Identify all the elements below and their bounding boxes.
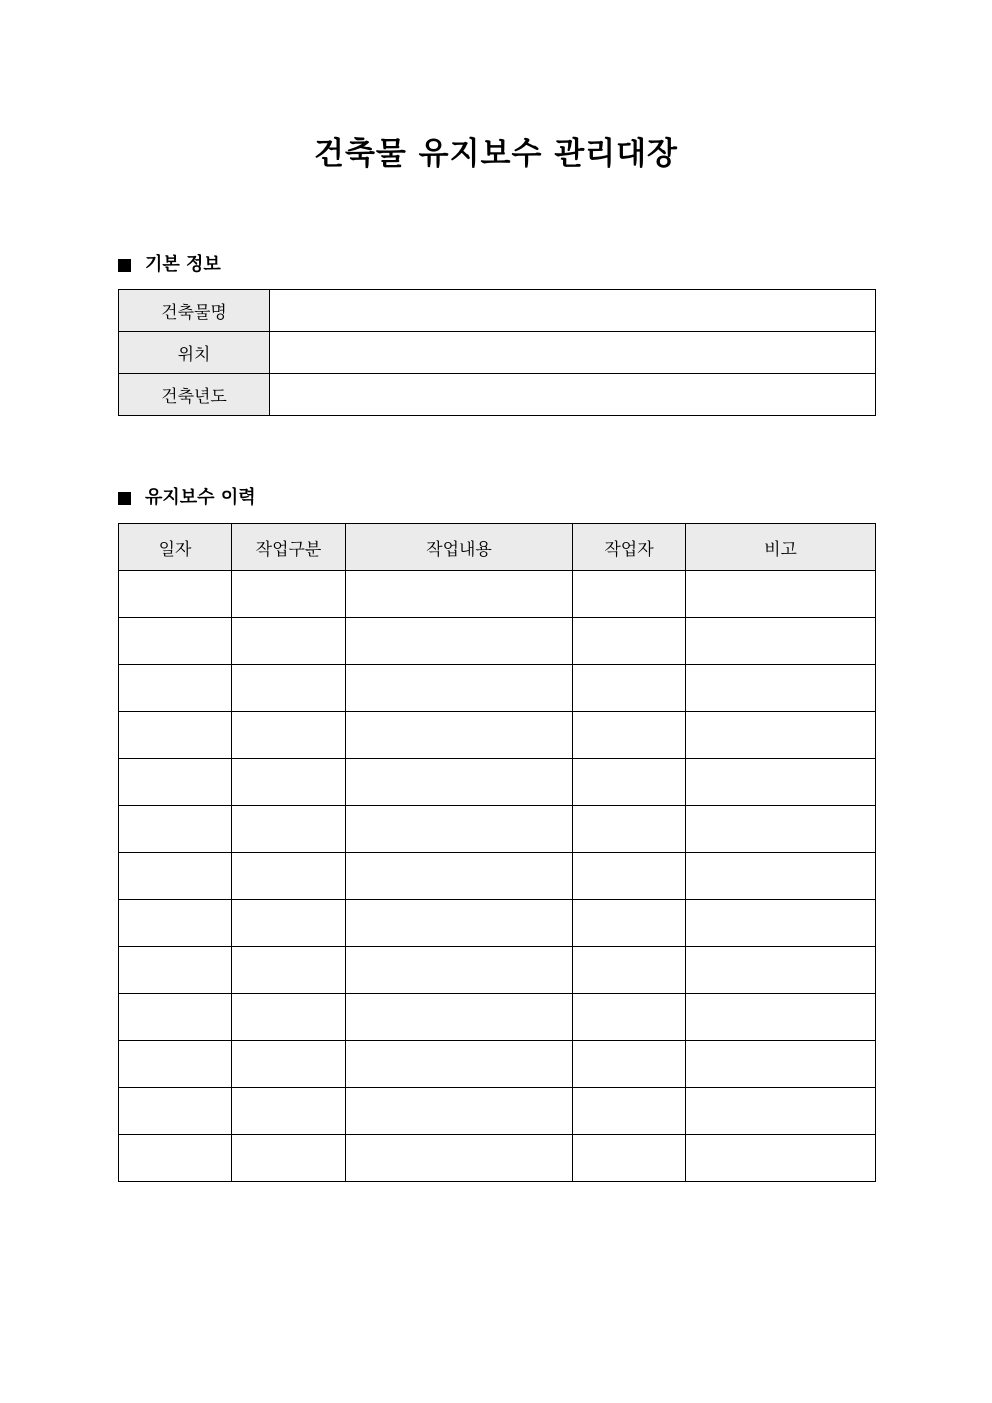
table-row [119,1135,876,1182]
table-row [119,332,876,374]
column-header-worker: 작업자 [573,524,686,571]
remarks-cell[interactable] [686,571,876,618]
work-type-cell[interactable] [232,1088,346,1135]
remarks-cell[interactable] [686,1088,876,1135]
worker-cell[interactable] [573,759,686,806]
work-details-cell[interactable] [346,1088,573,1135]
building-name-field[interactable] [270,290,876,332]
date-cell[interactable] [119,1135,232,1182]
table-header-row [119,524,876,571]
worker-cell[interactable] [573,618,686,665]
table-row [119,1041,876,1088]
date-cell[interactable] [119,947,232,994]
work-details-cell[interactable] [346,712,573,759]
worker-cell[interactable] [573,900,686,947]
remarks-cell[interactable] [686,618,876,665]
remarks-cell[interactable] [686,900,876,947]
maintenance-history-table [118,523,876,1182]
square-bullet-icon [118,492,131,505]
table-row [119,665,876,712]
table-row [119,618,876,665]
worker-cell[interactable] [573,853,686,900]
column-header-work-details: 작업내용 [346,524,573,571]
work-details-cell[interactable] [346,1135,573,1182]
worker-cell[interactable] [573,665,686,712]
work-details-cell[interactable] [346,947,573,994]
column-header-work-type: 작업구분 [232,524,346,571]
date-cell[interactable] [119,806,232,853]
work-type-cell[interactable] [232,665,346,712]
date-cell[interactable] [119,665,232,712]
work-details-cell[interactable] [346,571,573,618]
remarks-cell[interactable] [686,1135,876,1182]
remarks-cell[interactable] [686,712,876,759]
work-type-cell[interactable] [232,618,346,665]
work-type-cell[interactable] [232,900,346,947]
table-row [119,947,876,994]
work-type-cell[interactable] [232,1135,346,1182]
construction-year-field[interactable] [270,374,876,416]
work-details-cell[interactable] [346,806,573,853]
section-heading-label: 유지보수 이력 [145,487,256,508]
date-cell[interactable] [119,1041,232,1088]
work-details-cell[interactable] [346,900,573,947]
work-details-cell[interactable] [346,759,573,806]
date-cell[interactable] [119,1088,232,1135]
table-row [119,853,876,900]
work-type-cell[interactable] [232,712,346,759]
worker-cell[interactable] [573,1135,686,1182]
basic-info-table [118,289,876,416]
date-cell[interactable] [119,759,232,806]
work-type-cell[interactable] [232,994,346,1041]
remarks-cell[interactable] [686,759,876,806]
date-cell[interactable] [119,571,232,618]
section-heading-basic-info [118,253,221,277]
square-bullet-icon [118,259,131,272]
work-details-cell[interactable] [346,665,573,712]
table-row [119,571,876,618]
work-type-cell[interactable] [232,1041,346,1088]
work-type-cell[interactable] [232,853,346,900]
table-row [119,374,876,416]
location-field[interactable] [270,332,876,374]
table-row [119,712,876,759]
remarks-cell[interactable] [686,853,876,900]
worker-cell[interactable] [573,994,686,1041]
work-type-cell[interactable] [232,571,346,618]
work-type-cell[interactable] [232,806,346,853]
remarks-cell[interactable] [686,1041,876,1088]
worker-cell[interactable] [573,571,686,618]
worker-cell[interactable] [573,712,686,759]
work-details-cell[interactable] [346,618,573,665]
date-cell[interactable] [119,853,232,900]
date-cell[interactable] [119,900,232,947]
building-name-label: 건축물명 [119,290,270,332]
construction-year-label: 건축년도 [119,374,270,416]
table-row [119,806,876,853]
work-details-cell[interactable] [346,1041,573,1088]
section-heading-label: 기본 정보 [145,254,221,275]
remarks-cell[interactable] [686,947,876,994]
history-table-body [119,571,876,1182]
worker-cell[interactable] [573,1088,686,1135]
table-row [119,290,876,332]
worker-cell[interactable] [573,806,686,853]
date-cell[interactable] [119,618,232,665]
table-row [119,900,876,947]
table-row [119,759,876,806]
work-type-cell[interactable] [232,947,346,994]
work-details-cell[interactable] [346,994,573,1041]
column-header-date: 일자 [119,524,232,571]
table-row [119,994,876,1041]
location-label: 위치 [119,332,270,374]
date-cell[interactable] [119,712,232,759]
work-type-cell[interactable] [232,759,346,806]
page-title: 건축물 유지보수 관리대장 [314,136,678,172]
worker-cell[interactable] [573,947,686,994]
remarks-cell[interactable] [686,994,876,1041]
table-row [119,1088,876,1135]
column-header-remarks: 비고 [686,524,876,571]
work-details-cell[interactable] [346,853,573,900]
worker-cell[interactable] [573,1041,686,1088]
section-heading-maintenance-history [118,486,256,510]
remarks-cell[interactable] [686,806,876,853]
remarks-cell[interactable] [686,665,876,712]
date-cell[interactable] [119,994,232,1041]
